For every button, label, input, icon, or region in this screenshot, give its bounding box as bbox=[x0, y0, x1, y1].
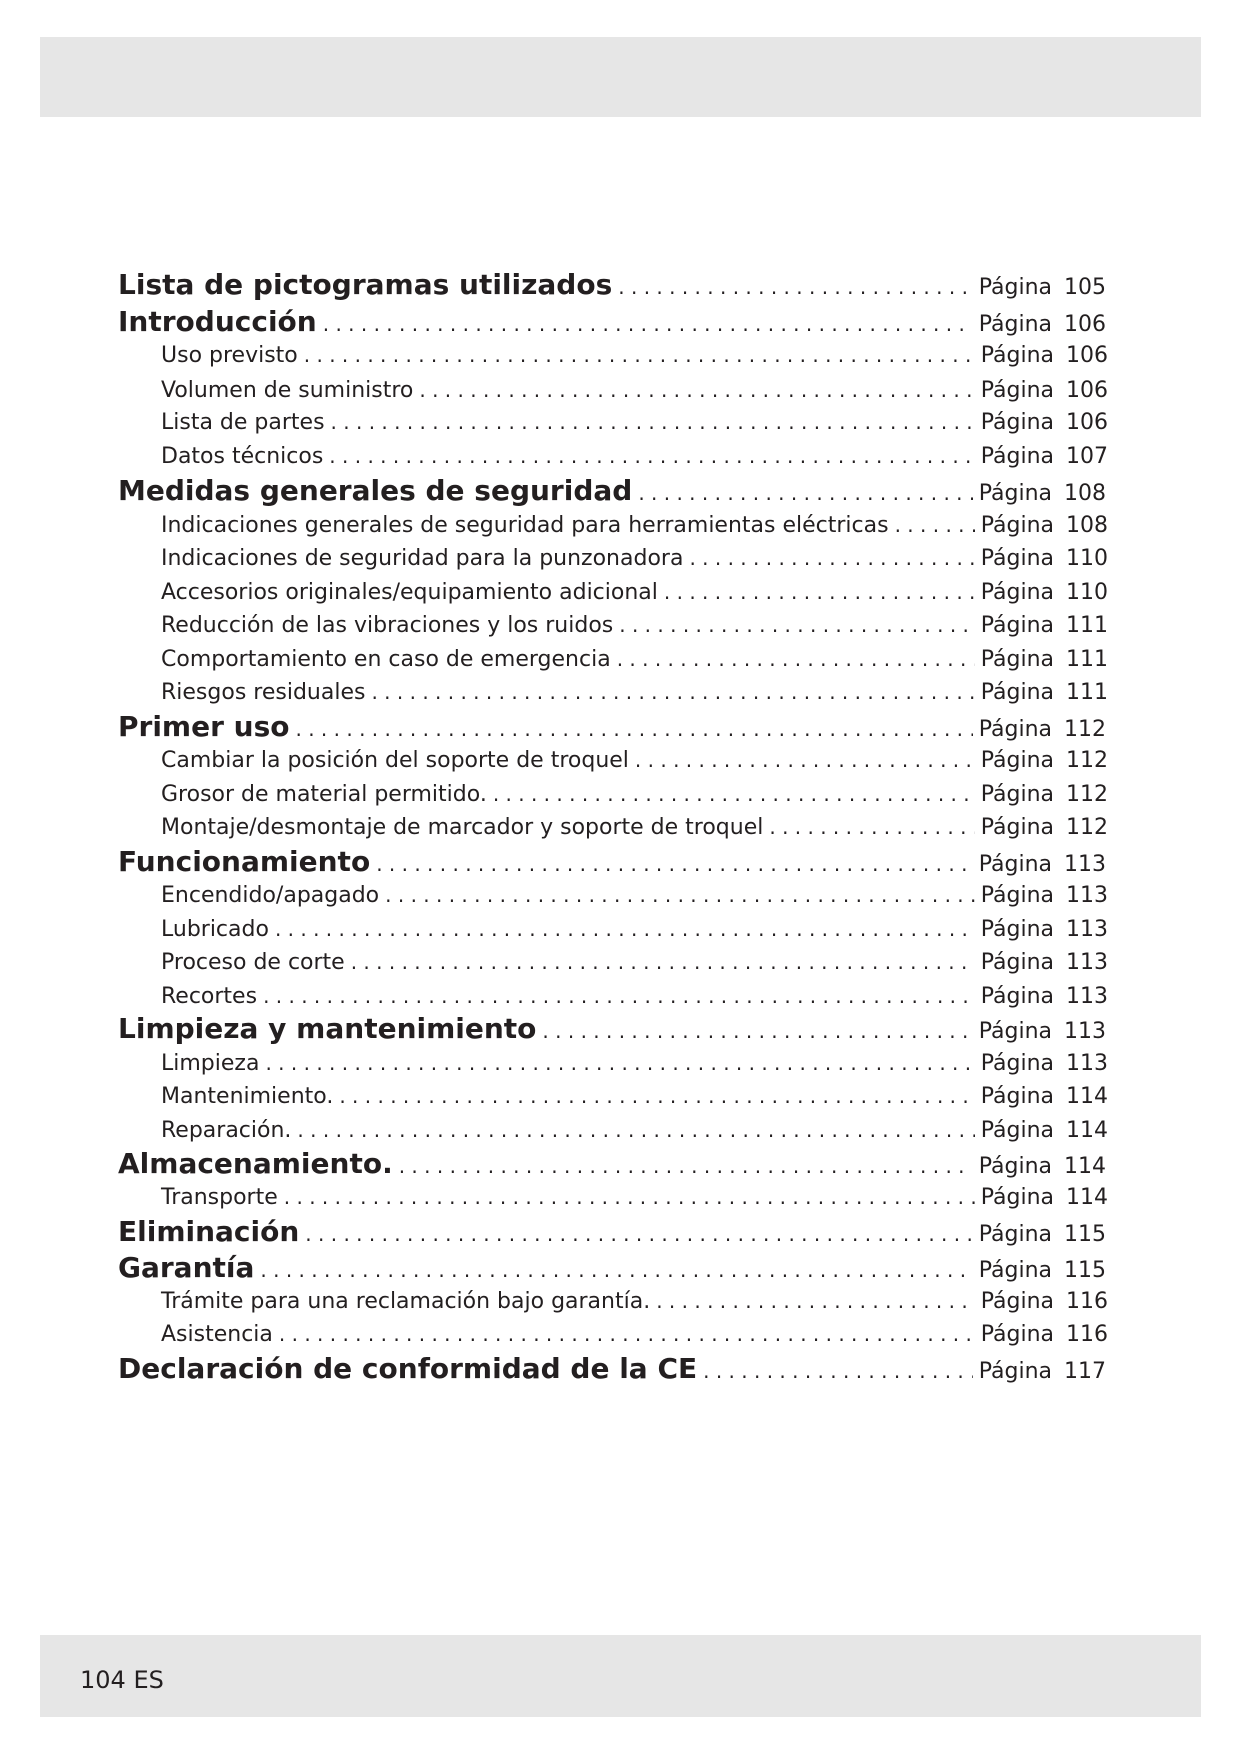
toc-entry-title: Riesgos residuales bbox=[161, 680, 366, 705]
toc-page-label: Página bbox=[980, 1185, 1054, 1210]
toc-page-number: 107 bbox=[1066, 444, 1108, 469]
toc-entry-title: Montaje/desmontaje de marcador y soporte de troquel bbox=[161, 815, 764, 840]
toc-page-number: 110 bbox=[1066, 546, 1108, 571]
toc-subsection-entry[interactable] bbox=[161, 1289, 1108, 1314]
toc-entry-title: Medidas generales de seguridad bbox=[118, 474, 633, 507]
toc-section-entry[interactable] bbox=[118, 1147, 1106, 1180]
toc-page-label: Página bbox=[980, 748, 1054, 773]
toc-dot-leader bbox=[304, 343, 975, 367]
toc-page-number: 113 bbox=[1066, 1051, 1108, 1076]
toc-subsection-entry[interactable] bbox=[161, 680, 1108, 705]
toc-subsection-entry[interactable] bbox=[161, 1185, 1108, 1210]
toc-subsection-entry[interactable] bbox=[161, 1322, 1108, 1347]
toc-page-number: 116 bbox=[1066, 1322, 1108, 1347]
toc-page-number: 113 bbox=[1064, 852, 1106, 877]
toc-page-number: 114 bbox=[1064, 1154, 1106, 1179]
toc-page-label: Página bbox=[980, 410, 1054, 435]
toc-dot-leader bbox=[493, 782, 975, 806]
toc-page-number: 108 bbox=[1064, 481, 1106, 506]
toc-entry-title: Indicaciones de seguridad para la punzonadora bbox=[161, 546, 684, 571]
toc-dot-leader bbox=[260, 1258, 972, 1282]
toc-page-number: 113 bbox=[1066, 984, 1108, 1009]
toc-page-number: 108 bbox=[1066, 513, 1108, 538]
toc-page-label: Página bbox=[980, 378, 1054, 403]
toc-dot-leader bbox=[284, 1185, 975, 1209]
toc-entry-title: Asistencia bbox=[161, 1322, 273, 1347]
toc-subsection-entry[interactable] bbox=[161, 1051, 1108, 1076]
toc-page-number: 111 bbox=[1066, 680, 1108, 705]
toc-subsection-entry[interactable] bbox=[161, 1118, 1108, 1143]
toc-entry-title: Reparación. bbox=[161, 1118, 292, 1143]
toc-page-label: Página bbox=[978, 717, 1052, 742]
toc-entry-title: Uso previsto bbox=[161, 343, 298, 368]
toc-subsection-entry[interactable] bbox=[161, 513, 1108, 538]
toc-page-label: Página bbox=[980, 1289, 1054, 1314]
toc-page-label: Página bbox=[978, 481, 1052, 506]
toc-subsection-entry[interactable] bbox=[161, 917, 1108, 942]
toc-subsection-entry[interactable] bbox=[161, 546, 1108, 571]
toc-entry-title: Proceso de corte bbox=[161, 950, 345, 975]
toc-page-label: Página bbox=[978, 1019, 1052, 1044]
toc-dot-leader bbox=[618, 275, 972, 299]
toc-entry-title: Trámite para una reclamación bajo garantía. bbox=[161, 1289, 651, 1314]
toc-dot-leader bbox=[638, 481, 972, 505]
toc-page-label: Página bbox=[980, 613, 1054, 638]
toc-page-label: Página bbox=[978, 312, 1052, 337]
toc-entry-title: Indicaciones generales de seguridad para herramientas eléctricas bbox=[161, 513, 889, 538]
toc-entry-title: Limpieza bbox=[161, 1051, 260, 1076]
toc-page-number: 106 bbox=[1066, 378, 1108, 403]
toc-dot-leader bbox=[329, 444, 974, 468]
toc-page-label: Página bbox=[978, 1258, 1052, 1283]
toc-page-number: 113 bbox=[1066, 883, 1108, 908]
toc-section-entry[interactable] bbox=[118, 710, 1106, 743]
toc-dot-leader bbox=[265, 1051, 974, 1075]
toc-page-number: 110 bbox=[1066, 580, 1108, 605]
toc-subsection-entry[interactable] bbox=[161, 950, 1108, 975]
toc-page-number: 106 bbox=[1064, 312, 1106, 337]
toc-dot-leader bbox=[351, 950, 975, 974]
toc-page-number: 112 bbox=[1066, 782, 1108, 807]
toc-page-label: Página bbox=[978, 1222, 1052, 1247]
toc-page-number: 114 bbox=[1066, 1118, 1108, 1143]
toc-subsection-entry[interactable] bbox=[161, 782, 1108, 807]
toc-subsection-entry[interactable] bbox=[161, 410, 1108, 435]
toc-page-label: Página bbox=[978, 1359, 1052, 1384]
toc-dot-leader bbox=[376, 852, 973, 876]
toc-subsection-entry[interactable] bbox=[161, 883, 1108, 908]
toc-subsection-entry[interactable] bbox=[161, 748, 1108, 773]
toc-page-label: Página bbox=[980, 1118, 1054, 1143]
toc-dot-leader bbox=[297, 1118, 974, 1142]
toc-dot-leader bbox=[275, 917, 975, 941]
toc-page-label: Página bbox=[980, 917, 1054, 942]
toc-section-entry[interactable] bbox=[118, 1215, 1106, 1248]
toc-page-number: 115 bbox=[1064, 1222, 1106, 1247]
toc-dot-leader bbox=[895, 513, 975, 537]
toc-entry-title: Introducción bbox=[118, 305, 317, 338]
toc-page-number: 111 bbox=[1066, 647, 1108, 672]
toc-page-label: Página bbox=[980, 647, 1054, 672]
toc-subsection-entry[interactable] bbox=[161, 343, 1108, 368]
toc-page-label: Página bbox=[980, 546, 1054, 571]
toc-section-entry[interactable] bbox=[118, 1012, 1106, 1045]
toc-section-entry[interactable] bbox=[118, 474, 1106, 507]
toc-page-label: Página bbox=[980, 1051, 1054, 1076]
toc-entry-title: Datos técnicos bbox=[161, 444, 324, 469]
toc-entry-title: Reducción de las vibraciones y los ruidos bbox=[161, 613, 614, 638]
toc-dot-leader bbox=[664, 580, 975, 604]
toc-page-label: Página bbox=[980, 513, 1054, 538]
toc-entry-title: Limpieza y mantenimiento bbox=[118, 1012, 537, 1045]
toc-page-label: Página bbox=[980, 1322, 1054, 1347]
toc-page-number: 106 bbox=[1066, 410, 1108, 435]
toc-page-number: 116 bbox=[1066, 1289, 1108, 1314]
toc-entry-title: Transporte bbox=[161, 1185, 278, 1210]
toc-dot-leader bbox=[371, 680, 974, 704]
toc-dot-leader bbox=[323, 312, 973, 336]
toc-entry-title: Almacenamiento. bbox=[118, 1147, 393, 1180]
toc-page-label: Página bbox=[980, 343, 1054, 368]
toc-dot-leader bbox=[619, 613, 974, 637]
toc-dot-leader bbox=[542, 1019, 972, 1043]
toc-page-label: Página bbox=[980, 444, 1054, 469]
toc-entry-title: Funcionamiento bbox=[118, 845, 371, 878]
toc-page-number: 111 bbox=[1066, 613, 1108, 638]
toc-entry-title: Grosor de material permitido. bbox=[161, 782, 487, 807]
toc-dot-leader bbox=[331, 410, 975, 434]
toc-subsection-entry[interactable] bbox=[161, 580, 1108, 605]
toc-page-number: 112 bbox=[1066, 748, 1108, 773]
toc-page-label: Página bbox=[978, 1154, 1052, 1179]
toc-dot-leader bbox=[399, 1154, 973, 1178]
toc-dot-leader bbox=[635, 748, 975, 772]
toc-subsection-entry[interactable] bbox=[161, 444, 1108, 469]
toc-entry-title: Eliminación bbox=[118, 1215, 300, 1248]
toc-page-label: Página bbox=[980, 580, 1054, 605]
toc-dot-leader bbox=[656, 1289, 975, 1313]
page-footer: 104 ES bbox=[80, 1666, 164, 1694]
toc-entry-title: Volumen de suministro bbox=[161, 378, 414, 403]
toc-dot-leader bbox=[305, 1222, 972, 1246]
toc-page-number: 105 bbox=[1064, 275, 1106, 300]
toc-section-entry[interactable] bbox=[118, 1251, 1106, 1284]
toc-page-label: Página bbox=[980, 883, 1054, 908]
toc-page-number: 112 bbox=[1066, 815, 1108, 840]
toc-dot-leader bbox=[263, 984, 975, 1008]
toc-entry-title: Garantía bbox=[118, 1251, 255, 1284]
toc-dot-leader bbox=[769, 815, 974, 839]
toc-page-label: Página bbox=[978, 275, 1052, 300]
toc-subsection-entry[interactable] bbox=[161, 647, 1108, 672]
toc-section-entry[interactable] bbox=[118, 845, 1106, 878]
toc-page-label: Página bbox=[978, 852, 1052, 877]
toc-subsection-entry[interactable] bbox=[161, 613, 1108, 638]
toc-dot-leader bbox=[296, 717, 973, 741]
footer-band bbox=[40, 1635, 1201, 1717]
toc-subsection-entry[interactable] bbox=[161, 815, 1108, 840]
toc-page-number: 113 bbox=[1066, 950, 1108, 975]
toc-page-number: 115 bbox=[1064, 1258, 1106, 1283]
toc-section-entry[interactable] bbox=[118, 268, 1106, 301]
toc-page-number: 117 bbox=[1064, 1359, 1106, 1384]
toc-dot-leader bbox=[385, 883, 975, 907]
toc-subsection-entry[interactable] bbox=[161, 378, 1108, 403]
toc-page-number: 113 bbox=[1064, 1019, 1106, 1044]
toc-dot-leader bbox=[703, 1359, 973, 1383]
toc-subsection-entry[interactable] bbox=[161, 1084, 1108, 1109]
toc-page-number: 114 bbox=[1066, 1084, 1108, 1109]
toc-entry-title: Lista de partes bbox=[161, 410, 325, 435]
toc-entry-title: Declaración de conformidad de la CE bbox=[118, 1352, 698, 1385]
toc-dot-leader bbox=[339, 1084, 974, 1108]
toc-page-number: 112 bbox=[1064, 717, 1106, 742]
toc-entry-title: Recortes bbox=[161, 984, 258, 1009]
toc-page-number: 114 bbox=[1066, 1185, 1108, 1210]
toc-page-label: Página bbox=[980, 782, 1054, 807]
toc-dot-leader bbox=[279, 1322, 975, 1346]
toc-dot-leader bbox=[617, 647, 975, 671]
toc-page-label: Página bbox=[980, 950, 1054, 975]
toc-entry-title: Encendido/apagado bbox=[161, 883, 380, 908]
toc-subsection-entry[interactable] bbox=[161, 984, 1108, 1009]
toc-entry-title: Cambiar la posición del soporte de troquel bbox=[161, 748, 629, 773]
toc-entry-title: Accesorios originales/equipamiento adicional bbox=[161, 580, 658, 605]
toc-page-number: 113 bbox=[1066, 917, 1108, 942]
toc-page-label: Página bbox=[980, 984, 1054, 1009]
toc-entry-title: Mantenimiento. bbox=[161, 1084, 334, 1109]
toc-section-entry[interactable] bbox=[118, 305, 1106, 338]
toc-dot-leader bbox=[689, 546, 974, 570]
toc-entry-title: Lista de pictogramas utilizados bbox=[118, 268, 613, 301]
toc-section-entry[interactable] bbox=[118, 1352, 1106, 1385]
toc-page-label: Página bbox=[980, 1084, 1054, 1109]
toc-entry-title: Comportamiento en caso de emergencia bbox=[161, 647, 611, 672]
toc-dot-leader bbox=[419, 378, 974, 402]
toc-page-label: Página bbox=[980, 815, 1054, 840]
toc-page-number: 106 bbox=[1066, 343, 1108, 368]
toc-page-label: Página bbox=[980, 680, 1054, 705]
toc-entry-title: Primer uso bbox=[118, 710, 290, 743]
toc-entry-title: Lubricado bbox=[161, 917, 269, 942]
